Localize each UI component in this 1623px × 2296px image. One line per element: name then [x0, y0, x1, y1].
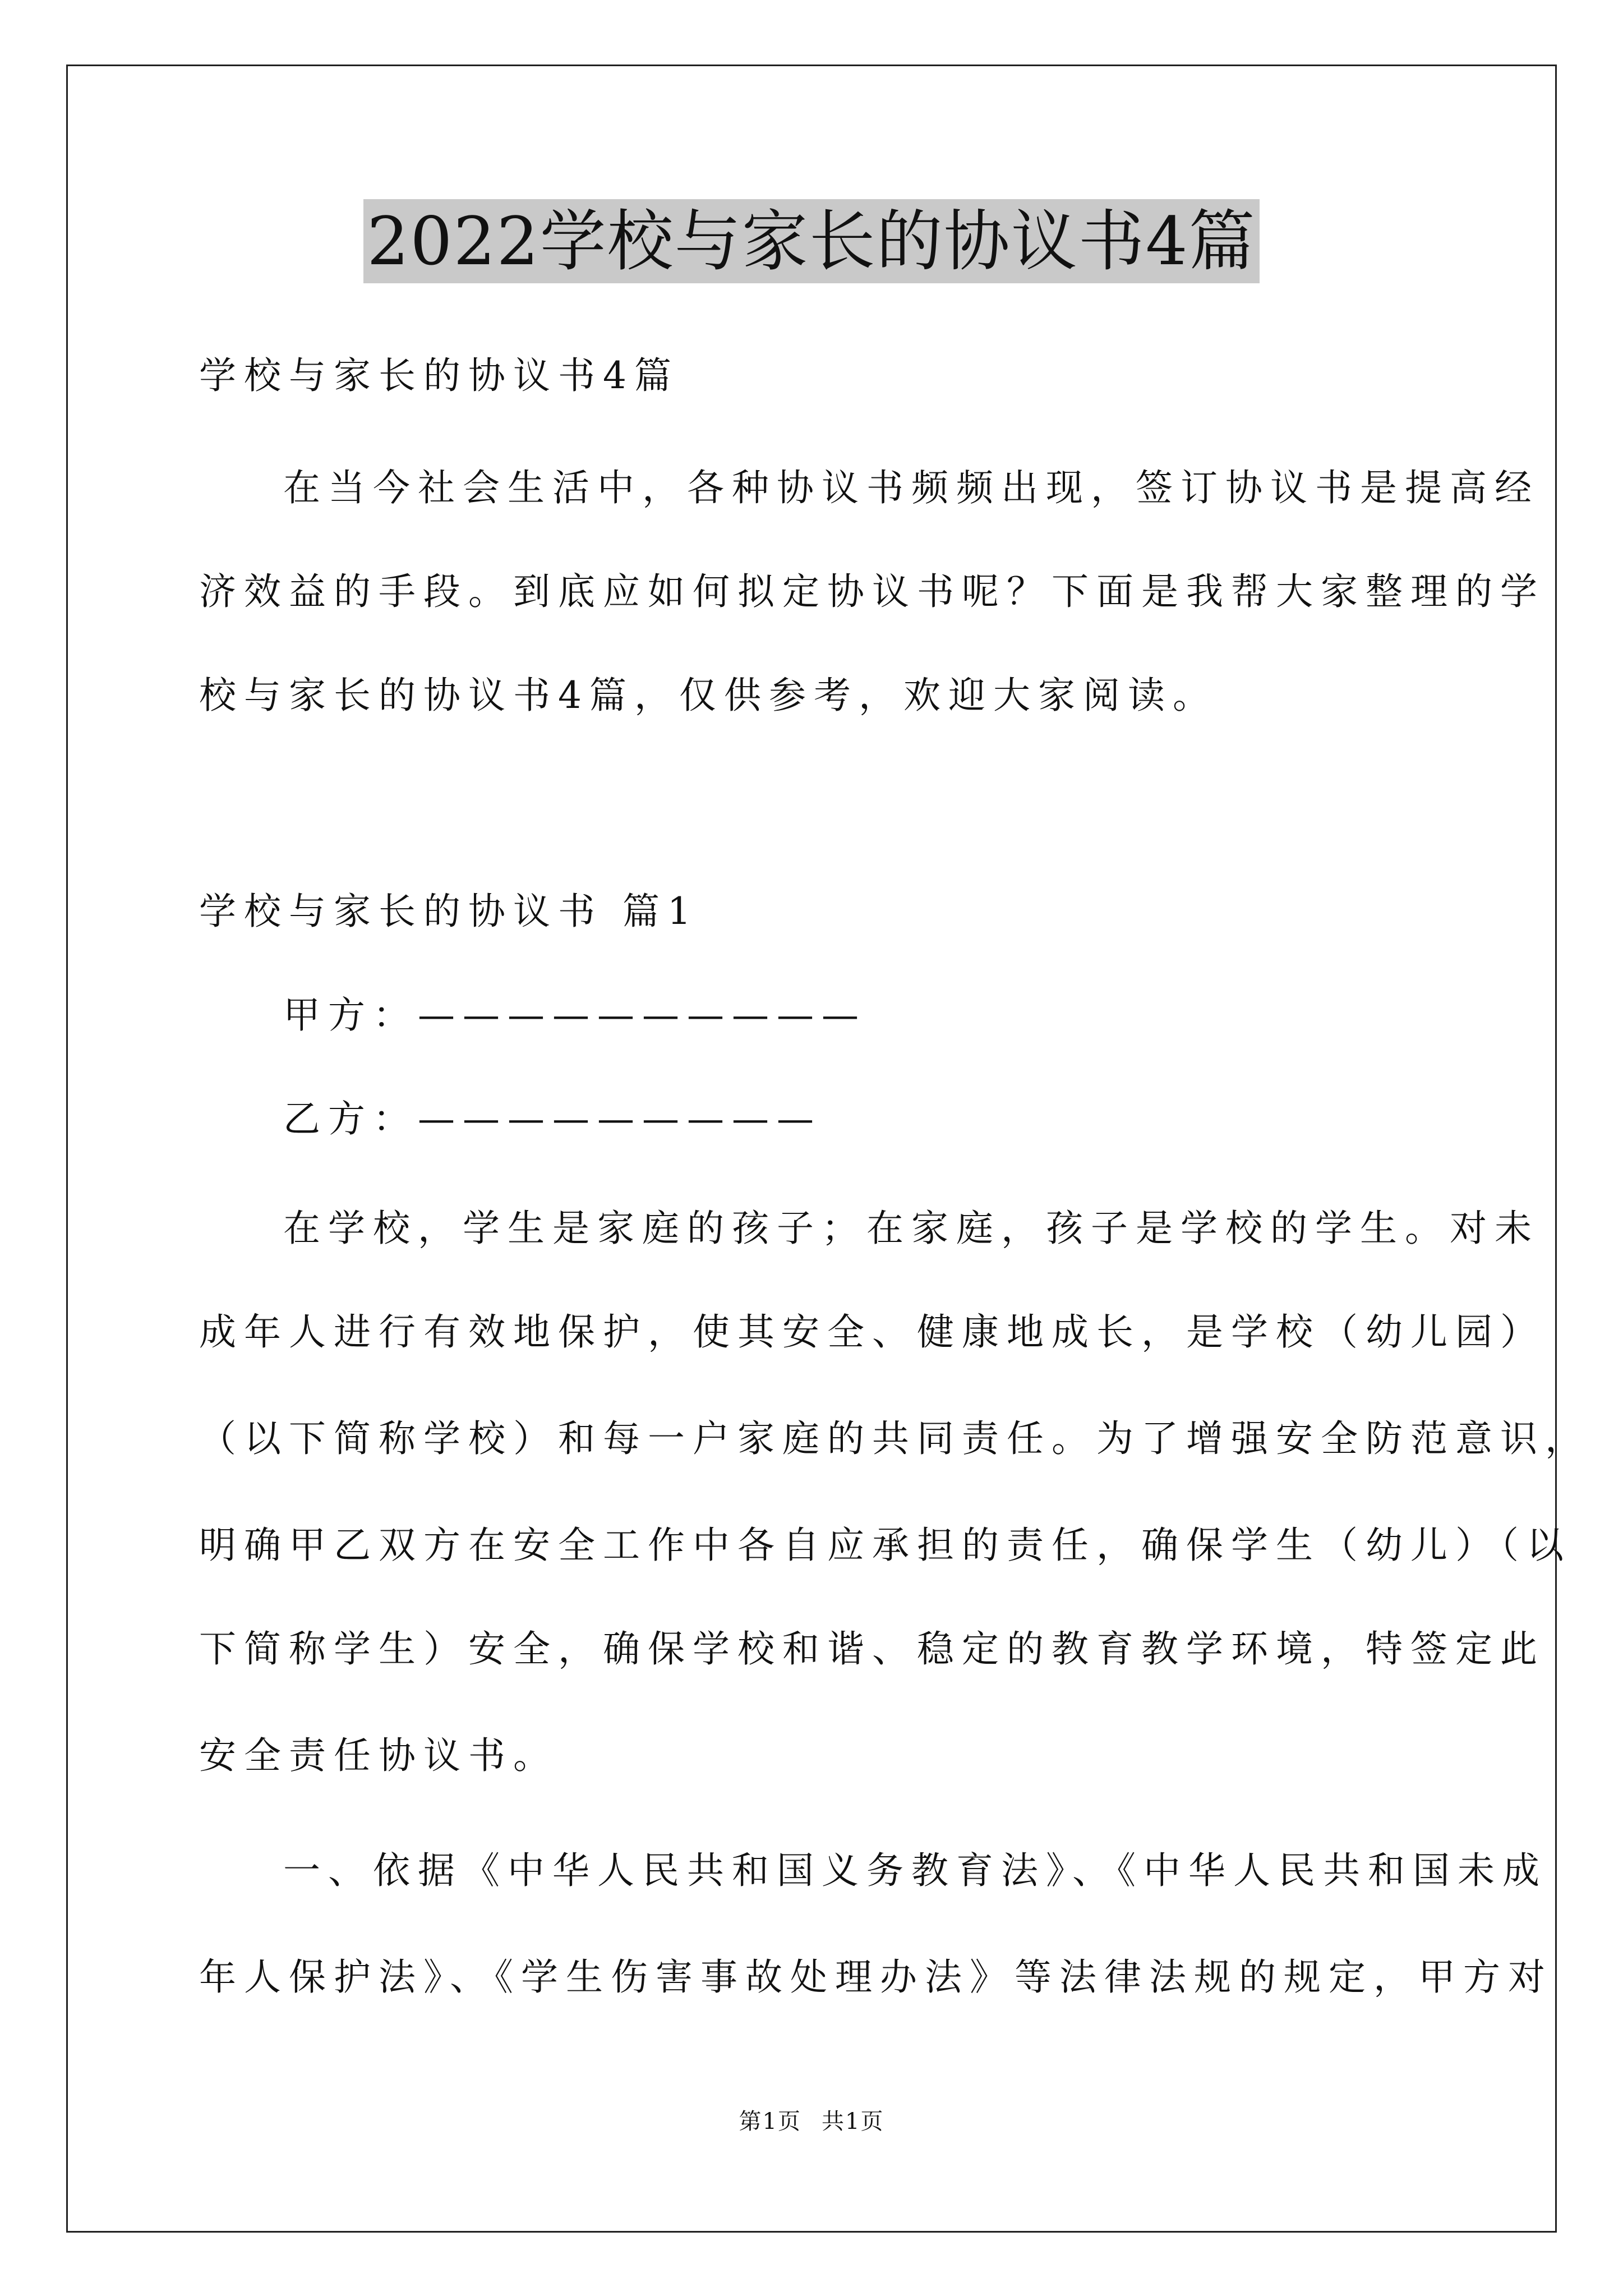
intro-line: 济效益的手段。到底应如何拟定协议书呢？下面是我帮大家整理的学 — [199, 570, 1545, 613]
body-line: 成年人进行有效地保护，使其安全、健康地成长，是学校（幼儿园） — [199, 1310, 1545, 1354]
body-line: （以下简称学校）和每一户家庭的共同责任。为了增强安全防范意识， — [199, 1417, 1590, 1460]
page-footer — [0, 2105, 1623, 2138]
page-total: 共1页 — [822, 2109, 884, 2134]
body-line: 一、依据《中华人民共和国义务教育法》、《中华人民共和国未成 — [283, 1849, 1547, 1892]
intro-line: 在当今社会生活中，各种协议书频频出现，签订协议书是提高经 — [283, 466, 1539, 509]
body-line: 年人保护法》、《学生伤害事故处理办法》等法律法规的规定，甲方对 — [199, 1955, 1553, 1999]
intro-line: 校与家长的协议书4篇，仅供参考，欢迎大家阅读。 — [199, 674, 1218, 717]
party-a-line: 甲方：—————————— — [283, 993, 866, 1037]
party-b-line: 乙方：————————— — [283, 1097, 822, 1140]
body-line: 在学校，学生是家庭的孩子；在家庭，孩子是学校的学生。对未 — [283, 1207, 1539, 1250]
section-heading: 学校与家长的协议书 篇1 — [199, 890, 699, 933]
body-line: 安全责任协议书。 — [199, 1734, 558, 1777]
page-number: 第1页 — [739, 2109, 801, 2134]
body-line: 明确甲乙双方在安全工作中各自应承担的责任，确保学生（幼儿）（以 — [199, 1524, 1571, 1567]
document-title: 2022学校与家长的协议书4篇 — [363, 199, 1259, 283]
subtitle-line: 学校与家长的协议书4篇 — [199, 354, 679, 397]
body-line: 下简称学生）安全，确保学校和谐、稳定的教育教学环境，特签定此 — [199, 1627, 1545, 1671]
title-container — [0, 199, 1623, 283]
